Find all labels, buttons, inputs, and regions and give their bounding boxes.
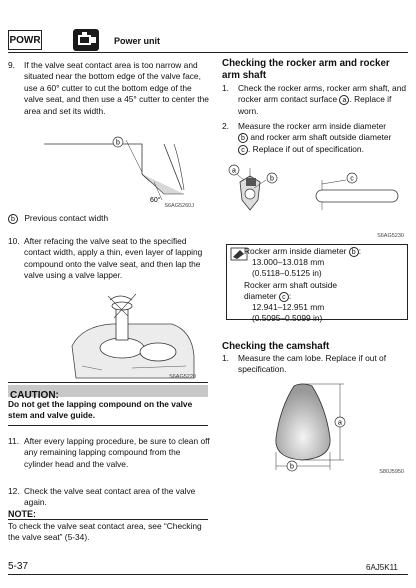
fig-label-b: b	[270, 175, 274, 183]
note-title: NOTE:	[8, 509, 36, 519]
step-number: 10.	[8, 236, 20, 246]
spec-line1-text: Rocker arm inside diameter	[244, 246, 347, 256]
step-number: 2.	[222, 121, 229, 131]
text-line1: Measure the rocker arm inside diameter	[238, 121, 387, 131]
text-after: . Replace if worn.	[238, 94, 392, 116]
header-title: Power unit	[114, 36, 161, 46]
step-text: Measure the cam lobe. Replace if out of specification.	[238, 353, 387, 375]
spec-line6: 12.941–12.951 mm	[252, 302, 325, 313]
fig-label-a: a	[338, 419, 342, 427]
text-line3: . Replace if out of specification.	[248, 143, 364, 154]
fig-code: S6AG5260J	[164, 203, 194, 209]
cam-lobe-figure	[240, 378, 408, 476]
fig-code: S6AG5230	[377, 233, 404, 239]
fig-label-b: b	[116, 139, 120, 147]
spec-marker-b: b	[349, 247, 359, 257]
step-number: 11.	[8, 436, 20, 446]
rocker-heading: Checking the rocker arm and rocker arm shaft	[222, 58, 390, 81]
engine-icon	[72, 28, 100, 52]
spec-line2: 13.000–13.018 mm	[252, 257, 325, 268]
fig-label-b: b	[290, 463, 294, 471]
step-number: 9.	[8, 60, 15, 70]
spec-line3: (0.5118–0.5125 in)	[252, 268, 322, 279]
step-number: 12.	[8, 486, 20, 496]
spec-line1	[244, 246, 404, 257]
spec-text	[244, 246, 404, 324]
rocker-arm-figure	[226, 160, 408, 240]
caution-rule	[8, 382, 208, 383]
marker-c: c	[238, 145, 248, 155]
fig-angle: 60°	[150, 197, 161, 204]
caption-marker: b	[8, 214, 18, 224]
header-rule	[8, 52, 408, 53]
step-text	[238, 121, 408, 155]
lapping-figure	[62, 286, 202, 382]
marker-a: a	[339, 95, 349, 105]
step-text: Check the valve seat contact area of the valve again.	[24, 486, 196, 508]
note-text: To check the valve seat contact area, see “Checking the valve seat” (5-34).	[8, 521, 202, 543]
marker-b: b	[238, 133, 248, 143]
spec-line1-end: :	[358, 246, 362, 256]
spec-line5	[244, 291, 404, 302]
step-text: After refacing the valve seat to the specified contact width, apply a thin, even layer of lapping compound onto the valve seat, and then lap the valve using a valve lapper.	[24, 236, 203, 281]
step-number: 1.	[222, 353, 229, 363]
caution-text: Do not get the lapping compound on the valve stem and valve guide.	[8, 399, 193, 421]
note-rule	[8, 519, 208, 520]
caution-title: CAUTION:	[10, 390, 59, 401]
fig1-caption	[8, 213, 208, 224]
text-before: Check the rocker arms, rocker arm shaft, and rocker arm contact surface	[238, 83, 407, 105]
caution-title-bar	[8, 385, 208, 401]
step-text: If the valve seat contact area is too narrow and situated near the bottom edge of the valve face, use a 60° cutter to cut the bottom edge of the valve seat, and then use a 45° cutter to center the area and set its width.	[24, 60, 209, 116]
step-text	[238, 83, 408, 117]
fig-code: S6AG5220	[169, 374, 196, 380]
fig-label-a: a	[232, 167, 236, 175]
page-number: 5-37	[8, 561, 29, 572]
fig-code: S80J5950	[379, 469, 404, 475]
spec-line5-end: :	[288, 290, 292, 301]
step-text: After every lapping procedure, be sure to clean off any remaining lapping compound from the cylinder head and the valve.	[24, 436, 210, 469]
spec-line5-text: diameter	[244, 290, 277, 301]
doc-code: 6AJ5K11	[366, 563, 398, 572]
spec-line7: (0.5095–0.5099 in)	[252, 313, 323, 324]
spec-marker-c: c	[279, 292, 289, 302]
caption-text: Previous contact width	[24, 213, 109, 223]
spec-line4: Rocker arm shaft outside	[244, 279, 338, 290]
section-tag: POWR	[8, 30, 42, 50]
step-number: 1.	[222, 83, 229, 93]
valve-seat-figure	[34, 132, 214, 212]
fig-label-c: c	[350, 175, 354, 183]
footer-rule	[8, 574, 408, 575]
caution-bottom-rule	[8, 425, 208, 426]
cam-heading: Checking the camshaft	[222, 341, 330, 352]
text-line2: and rocker arm shaft outside diameter	[250, 132, 392, 143]
